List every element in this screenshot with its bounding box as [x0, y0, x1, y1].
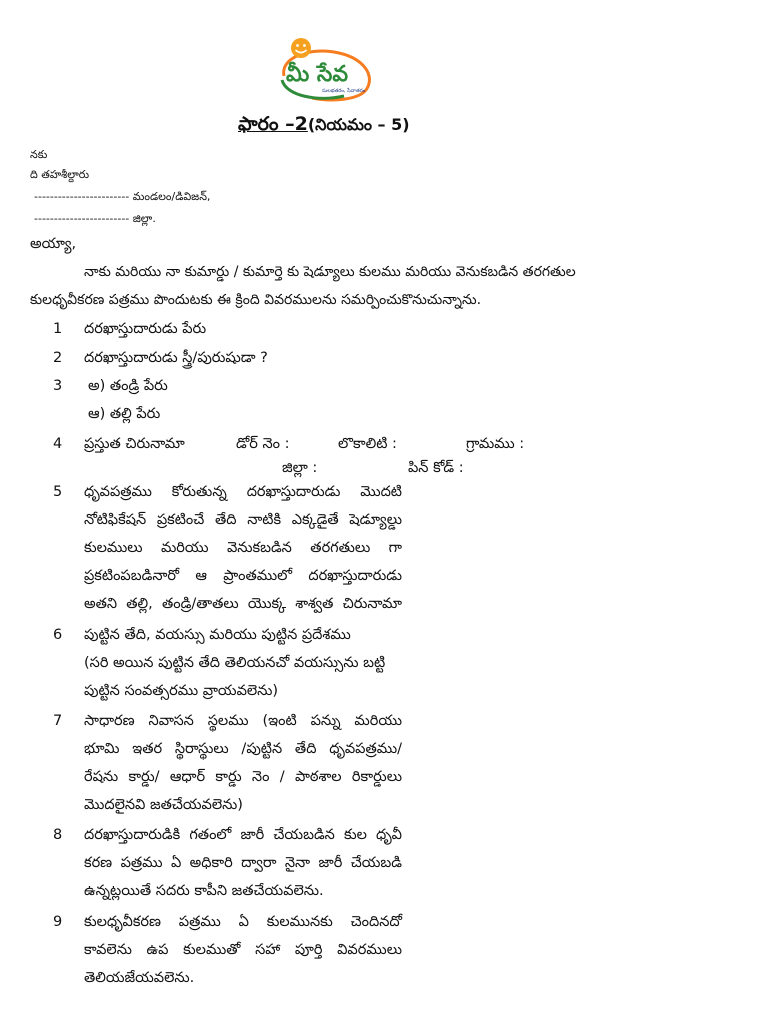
item-applicant-name: దరఖాస్తుదారుడు పేరు — [84, 321, 207, 337]
item-applicant-gender: దరఖాస్తుదారుడు స్త్రీ/పురుషుడా ? — [84, 350, 268, 366]
item-text-line: సాధారణ నివాసన స్థలము (ఇంటి పన్ను మరియు — [84, 713, 402, 729]
item-number: 1 — [53, 321, 63, 337]
item-number: 6 — [53, 627, 63, 643]
item-father-name: అ) తండ్రి పేరు — [88, 378, 168, 394]
item-text-line: కరణ పత్రము ఏ అధికారి ద్వారా నైనా జారీ చేయబడి — [84, 855, 402, 871]
item-text-line: (సరి అయిన పుట్టిన తేది తెలియనచో వయస్సును బట్టి — [84, 655, 386, 671]
item-number: 8 — [53, 827, 63, 843]
item-text-line: రేషను కార్డు/ ఆధార్ కార్డు నెం / పాఠశాల రికార్డులు — [84, 769, 402, 785]
form-title — [238, 113, 410, 140]
form-title-suffix: (నియమం – 5) — [307, 115, 410, 134]
item-text-line: నోటిఫికేషన్ ప్రకటించే తేది నాటికి ఎక్కడైతే షెడ్యూల్డు — [84, 512, 402, 528]
item-number: 5 — [53, 484, 63, 500]
address-to: నకు — [30, 148, 48, 161]
salutation: అయ్యా, — [30, 236, 77, 252]
item-text-line: కావలెను ఉప కులముతో సహా పూర్తి వివరములు — [84, 942, 402, 958]
item-number: 2 — [53, 350, 63, 366]
item-text-line: ఉన్నట్లయితే సదరు కాపీని జతచేయవలెను. — [84, 883, 324, 899]
item-number: 9 — [53, 914, 63, 930]
form-title-prefix: ఫారం –2 — [238, 113, 308, 135]
item-text-line: కులములు మరియు వెనుకబడిన తరగతులు గా — [84, 540, 402, 556]
logo-text: మీ సేవ — [286, 62, 349, 87]
address-mandal-line: ------------------------ మండలం/డివిజన్, — [34, 190, 211, 203]
item-text-line: పుట్టిన తేది, వయస్సు మరియు పుట్టిన ప్రదేశము — [84, 627, 351, 643]
address-village-label: గ్రామము : — [466, 436, 525, 452]
address-district-label: జిల్లా : — [282, 460, 318, 476]
address-pin-label: పిన్ కోడ్ : — [408, 460, 464, 476]
item-text-line: పుట్టిన సంవత్సరము వ్రాయవలెను) — [84, 683, 279, 699]
address-district-line: ------------------------ జిల్లా. — [34, 212, 156, 225]
item-text-line: అతని తల్లి, తండ్రి/తాతలు యొక్క శాశ్వత చిరునామా — [84, 596, 402, 612]
intro-line-2: కులధృవీకరణ పత్రము పొందుటకు ఈ క్రింది వివరములను సమర్పించుకొనుచున్నాను. — [30, 292, 482, 308]
mee-seva-logo-graphic — [272, 36, 382, 102]
item-text-line: మొదలైనవి జతచేయవలెను) — [84, 797, 243, 813]
intro-line-1: నాకు మరియు నా కుమార్డు / కుమార్తె కు షెడ్యూలు కులము మరియు వెనుకబడిన తరగతుల — [84, 264, 576, 280]
address-locality-label: లొకాలిటి : — [338, 436, 397, 452]
address-officer: ది తహశీల్దారు — [30, 168, 90, 181]
item-mother-name: ఆ) తల్లి పేరు — [88, 406, 161, 422]
item-text-line: ప్రకటింపబడినారో ఆ ప్రాంతములో దరఖాస్తుదారుడు — [84, 568, 402, 584]
mee-seva-logo — [272, 36, 382, 102]
item-present-address-label: ప్రస్తుత చిరునామా — [84, 436, 185, 452]
item-text-line: తెలియజేయవలెను. — [84, 970, 195, 986]
item-number: 3 — [53, 378, 63, 394]
item-text-line: దరఖాస్తుదారుడికి గతంలో జారీ చేయబడిన కుల ధృవీ — [84, 827, 402, 843]
item-text-line: కులధృవీకరణ పత్రము ఏ కులమునకు చెందినదో — [84, 914, 402, 930]
logo-tagline: సులభతరం, సేవాతరం — [322, 88, 366, 94]
item-text-line: భూమి ఇతర స్థిరాస్థులు /పుట్టిన తేది ధృవపత్రము/ — [84, 741, 402, 757]
item-number: 4 — [53, 436, 63, 452]
item-number: 7 — [53, 713, 63, 729]
item-text-line: ధృవపత్రము కోరుతున్న దరఖాస్తుదారుడు మొదటి — [84, 484, 402, 500]
address-door-label: డోర్ నెం : — [236, 436, 290, 452]
